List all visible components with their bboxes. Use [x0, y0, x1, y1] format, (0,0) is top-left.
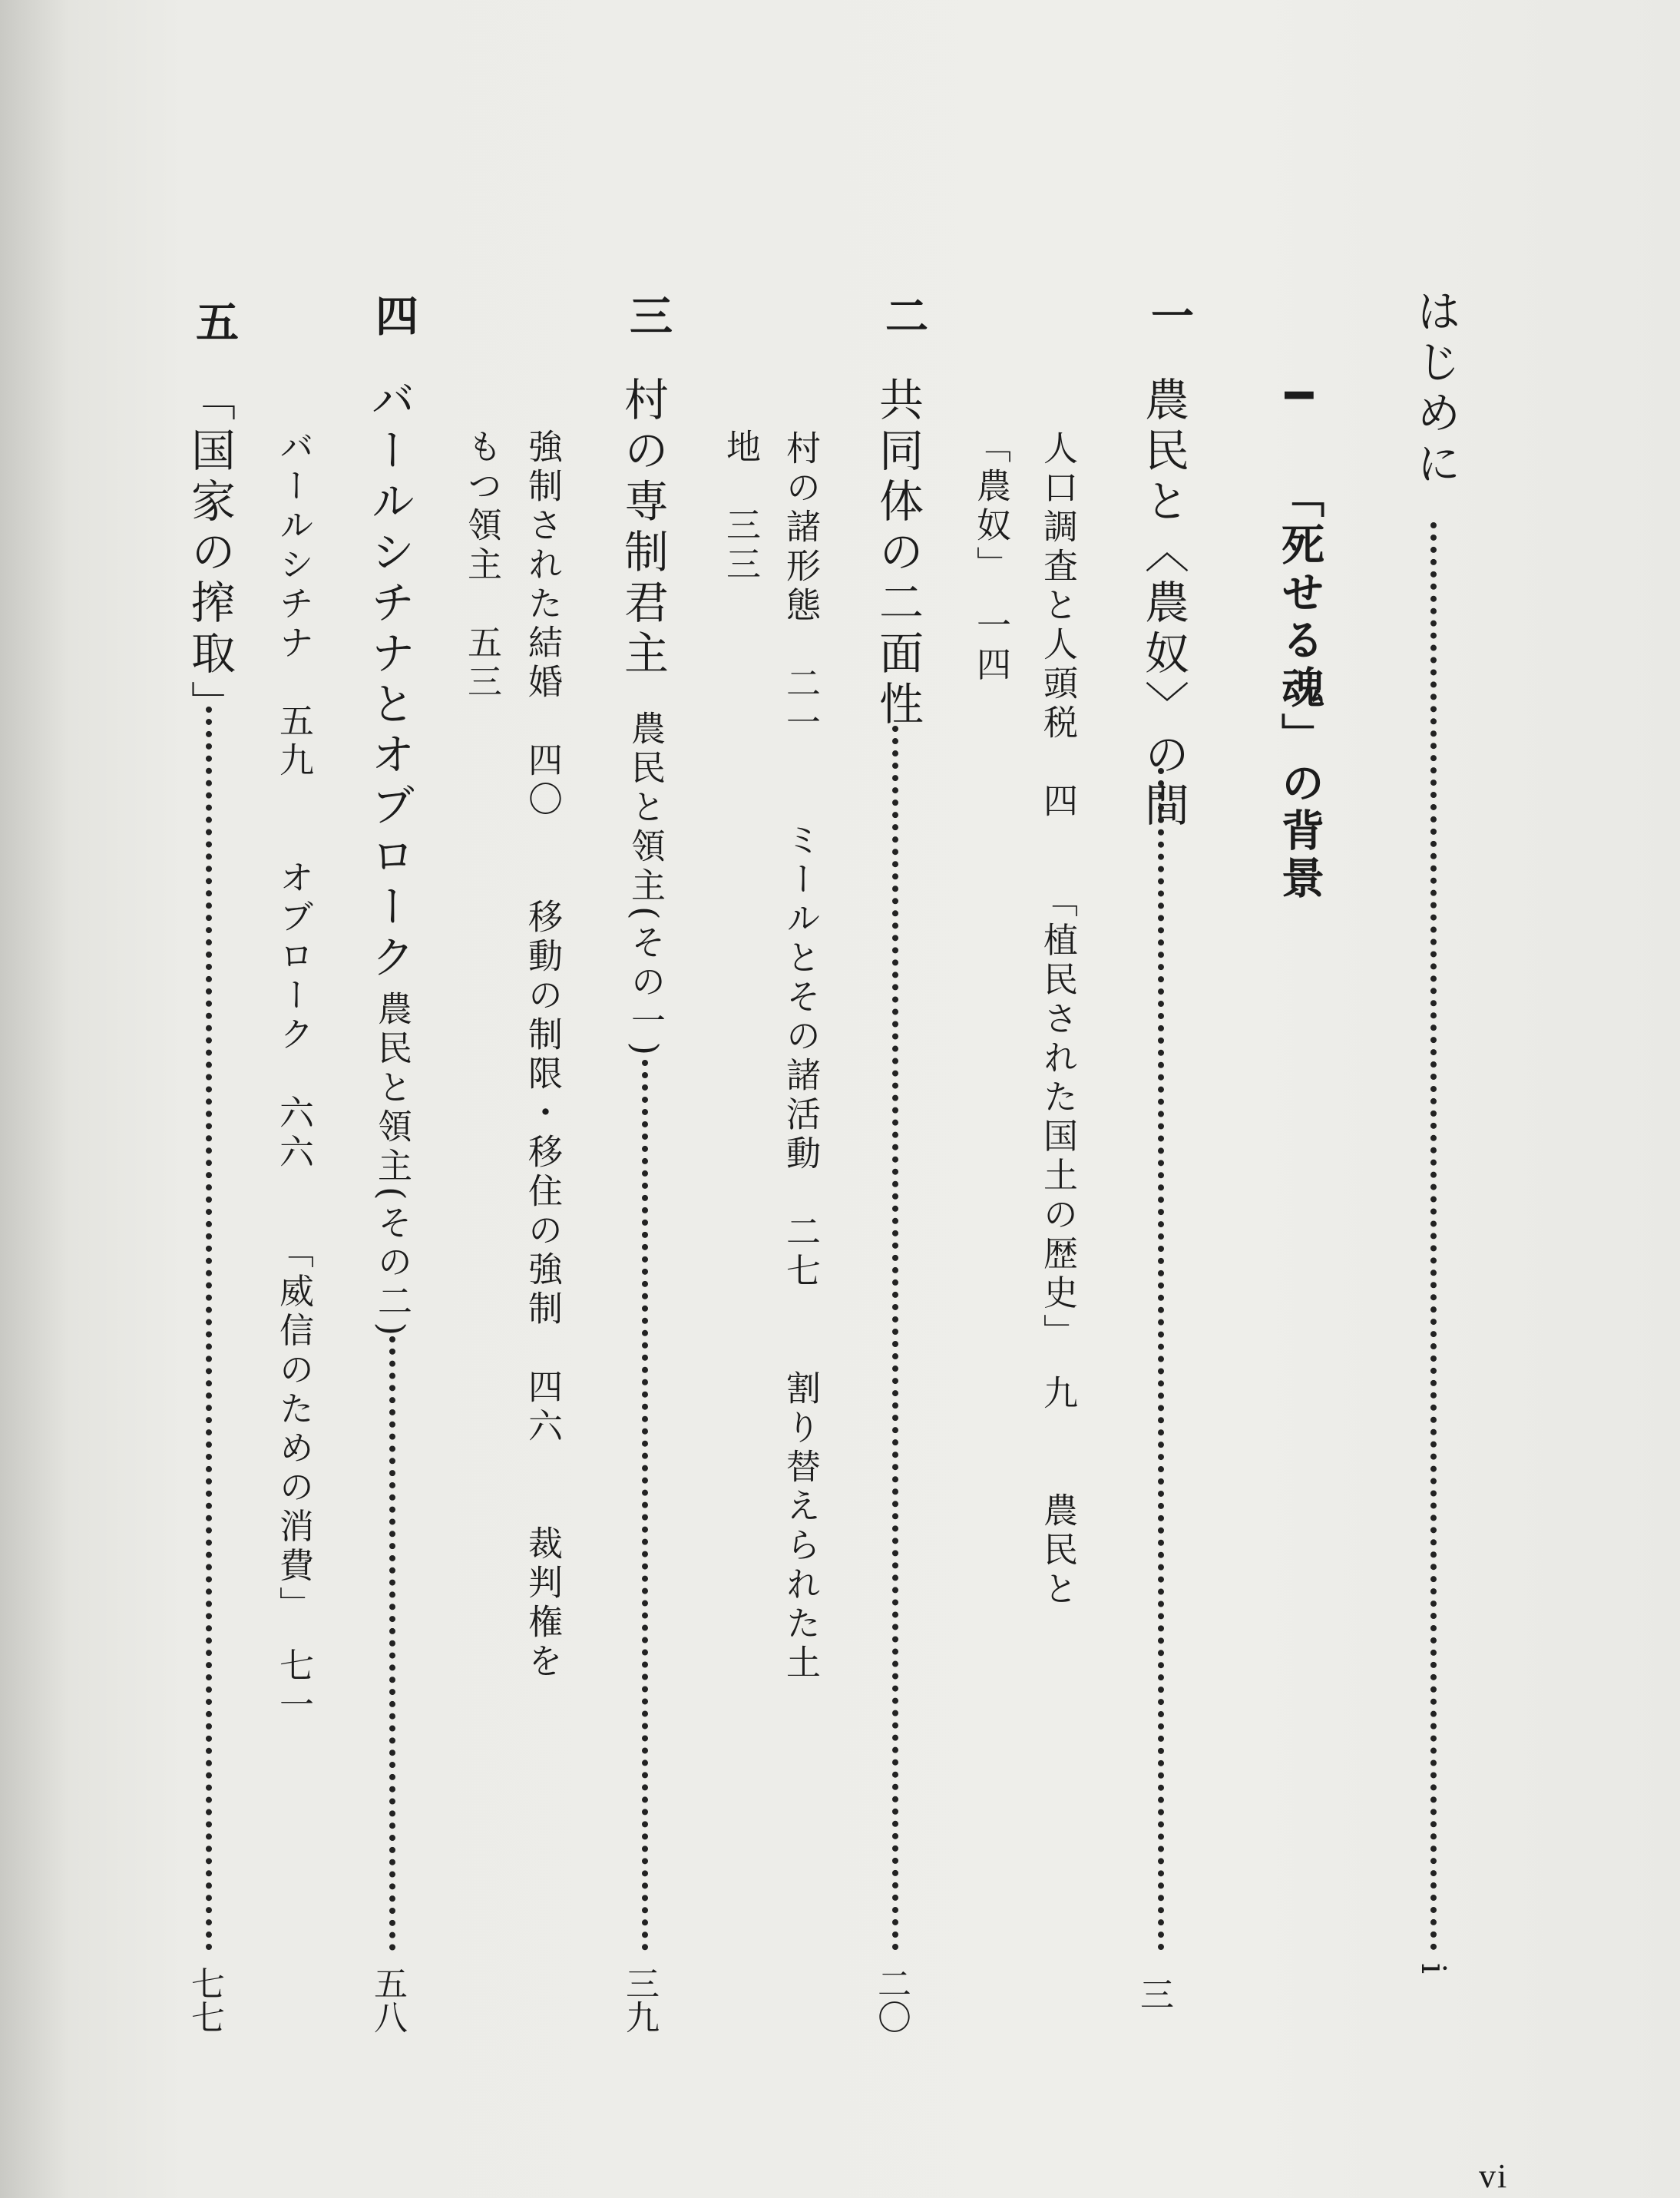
chapter-2-sub-line-1: 村の諸形態 二一 ミールとその諸活動 二七 割り替えられた土 — [780, 430, 821, 1683]
intro-leader — [1430, 522, 1437, 1951]
page-folio: vi — [1479, 2157, 1509, 2195]
chapter-3-sub-line-1: 強制された結婚 四〇 移動の制限・移住の強制 四六 裁判権を — [522, 429, 563, 1682]
chapter-2-leader — [892, 726, 898, 1951]
chapter-1-number: 一 — [1144, 293, 1194, 336]
chapter-2-number: 二 — [878, 293, 928, 336]
chapter-3-sub-line-2: もつ領主 五三 — [461, 429, 502, 703]
intro-title: はじめに — [1409, 288, 1461, 491]
chapter-1-sub-line-2: 「農奴」 一四 — [971, 429, 1011, 686]
chapter-1-leader — [1158, 768, 1164, 1951]
chapter-3-leader — [642, 1060, 648, 1951]
chapter-4-sub-line-1: バールシチナ 五九 オブローク 六六 「威信のための消費」 七一 — [273, 429, 314, 1726]
chapter-1-page-number: 三 — [1134, 1977, 1173, 2011]
intro-page-number: i — [1414, 1963, 1453, 1975]
chapter-2-page-number: 二〇 — [871, 1966, 911, 2034]
part-numeral: I — [1275, 388, 1321, 403]
chapter-3-title: 村の専制君主 — [617, 376, 669, 680]
chapter-4-number: 四 — [369, 293, 418, 336]
chapter-4-leader — [389, 1336, 395, 1951]
chapter-5-title: 「国家の搾取」 — [184, 376, 236, 731]
chapter-4-page-number: 五八 — [368, 1966, 407, 2034]
chapter-2-title: 共同体の二面性 — [871, 376, 924, 731]
chapter-4-title: バールシチナとオブローク — [363, 376, 415, 985]
chapter-2-sub-line-2: 地 三三 — [720, 429, 761, 585]
chapter-1-sub-line-1: 人口調査と人頭税 四 「植民された国土の歴史」 九 農民と — [1037, 430, 1078, 1610]
chapter-5-page-number: 七七 — [185, 1966, 224, 2034]
chapter-1-title: 農民と〈農奴〉の間 — [1137, 376, 1189, 833]
chapter-5-number: 五 — [189, 300, 239, 343]
chapter-5-leader — [206, 707, 212, 1951]
chapter-3-subtitle: 農民と領主(その一) — [625, 710, 666, 1061]
chapter-4-subtitle: 農民と領主(その二) — [372, 991, 412, 1341]
chapter-3-page-number: 三九 — [620, 1966, 659, 2034]
chapter-3-number: 三 — [623, 293, 673, 336]
part-title: 「死せる魂」の背景 — [1275, 475, 1324, 903]
